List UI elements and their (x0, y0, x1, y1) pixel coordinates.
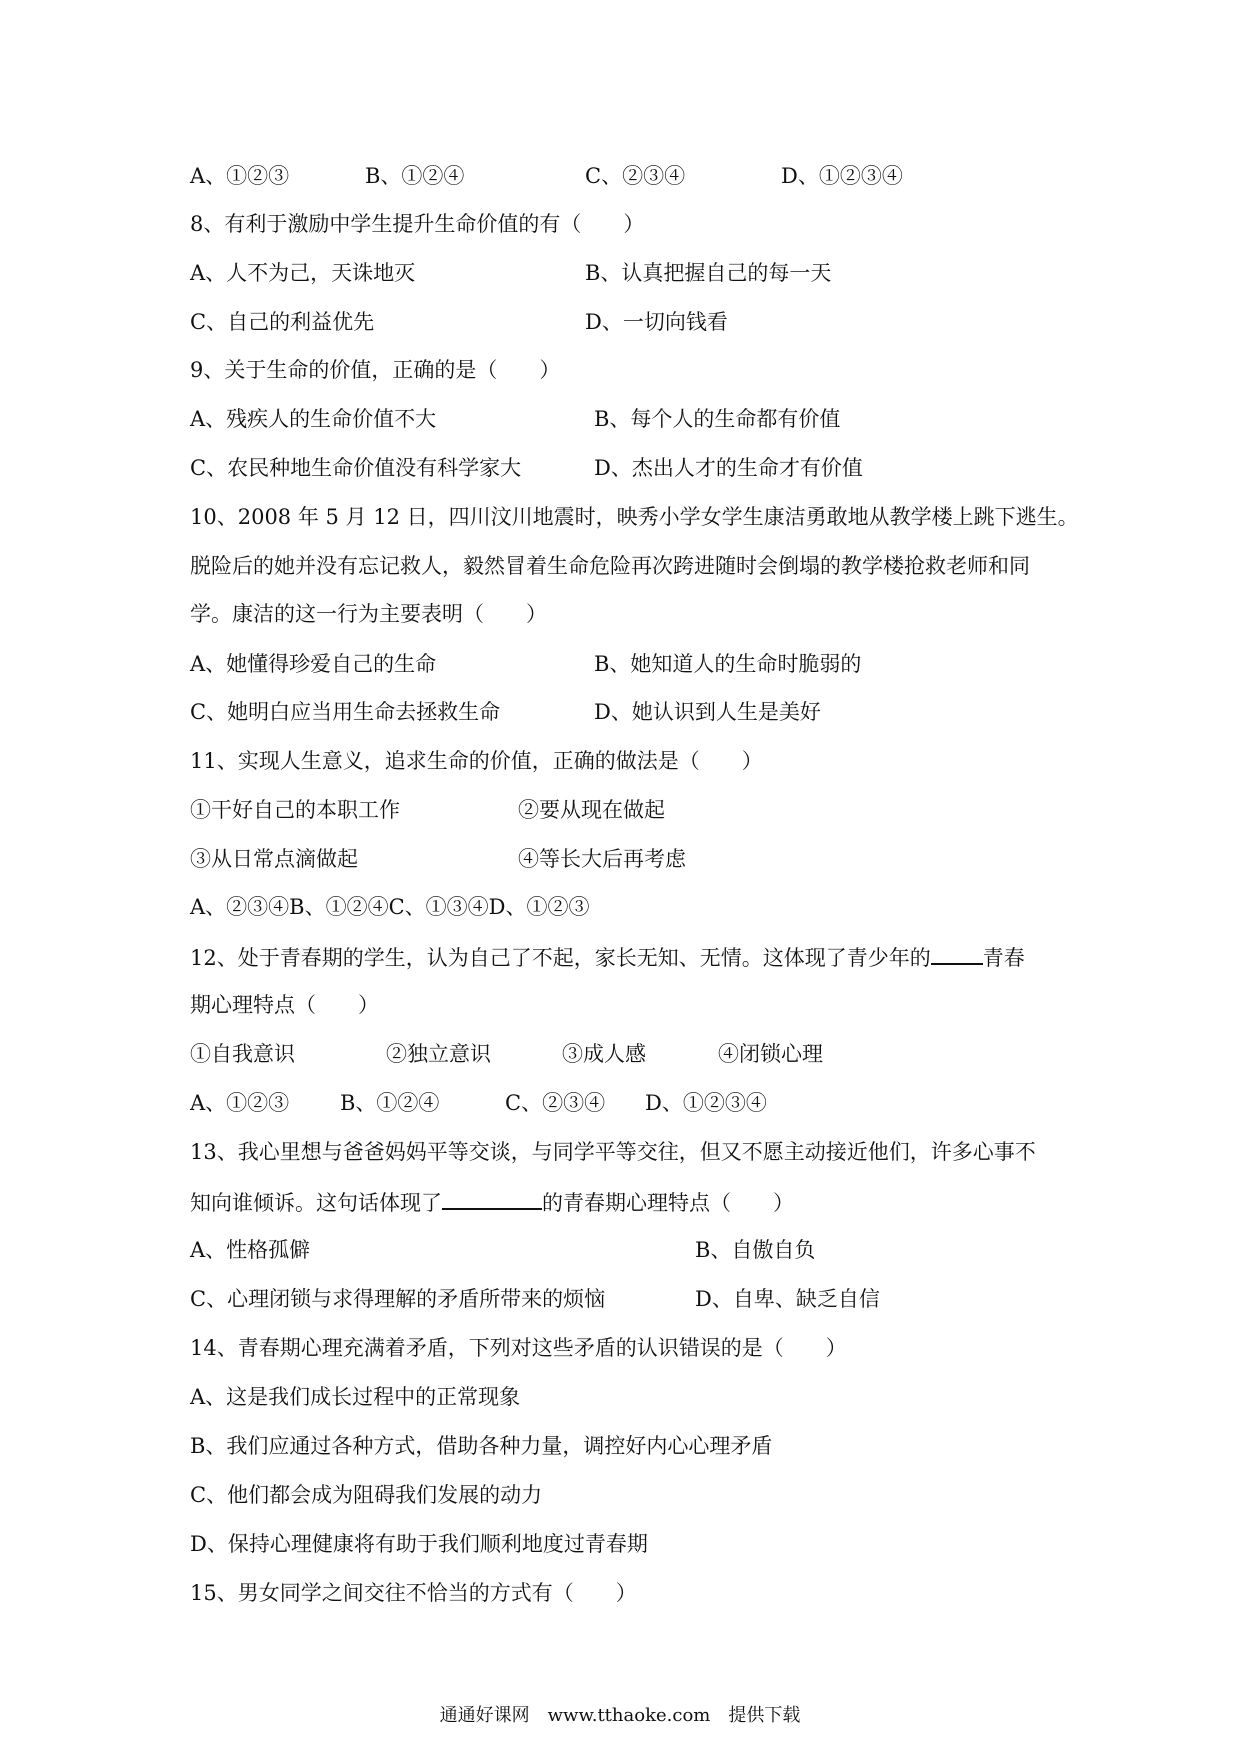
option-a: A、性格孤僻 (190, 1238, 311, 1262)
option-b: B、认真把握自己的每一天 (585, 261, 832, 285)
q10-stem-line2: 脱险后的她并没有忘记救人，毅然冒着生命危险再次跨进随时会倒塌的教学楼抢救老师和同 (190, 554, 1030, 578)
page-footer: 通通好课网 www.tthaoke.com 提供下载 (439, 1705, 801, 1726)
q13-stem-before: 知向谁倾诉。这句话体现了 (190, 1191, 442, 1215)
q8-options-row2 (190, 309, 728, 335)
option-d: D、自卑、缺乏自信 (695, 1287, 880, 1311)
q15-stem: 15、男女同学之间交往不恰当的方式有（ ） (190, 1581, 637, 1605)
q10-stem-line3: 学。康洁的这一行为主要表明（ ） (190, 602, 547, 626)
option-a: A、她懂得珍爱自己的生命 (190, 652, 437, 676)
answer-blank (931, 943, 983, 965)
q11-items-row2 (190, 846, 686, 872)
q11-stem: 11、实现人生意义，追求生命的价值，正确的做法是（ ） (190, 749, 763, 773)
q8-stem: 8、有利于激励中学生提升生命价值的有（ ） (190, 212, 645, 236)
item-2: ②要从现在做起 (518, 798, 665, 822)
option-c: C、②③④ (585, 164, 686, 188)
q10-options-row2 (190, 699, 821, 725)
q9-stem: 9、关于生命的价值，正确的是（ ） (190, 358, 561, 382)
q12-stem-after: 青春 (982, 946, 1025, 970)
item-3: ③成人感 (562, 1042, 646, 1066)
option-d: D、她认识到人生是美好 (594, 700, 821, 724)
q13-stem-after: 的青春期心理特点（ ） (542, 1191, 794, 1215)
q14-stem: 14、青春期心理充满着矛盾，下列对这些矛盾的认识错误的是（ ） (190, 1336, 847, 1360)
q11-items-row1 (190, 797, 665, 823)
option-b: B、①②④ (365, 164, 465, 188)
option-c: C、②③④ (505, 1091, 606, 1115)
option-b: B、她知道人的生命时脆弱的 (594, 652, 862, 676)
q12-stem-line2: 期心理特点（ ） (190, 993, 379, 1017)
q13-stem-line2 (190, 1188, 794, 1216)
q14-option-c: C、他们都会成为阻碍我们发展的动力 (190, 1483, 543, 1507)
q14-option-a: A、这是我们成长过程中的正常现象 (190, 1385, 521, 1409)
option-a: A、人不为己，天诛地灭 (190, 261, 416, 285)
option-d: D、一切向钱看 (585, 310, 728, 334)
item-3: ③从日常点滴做起 (190, 847, 358, 871)
q9-options-row1 (190, 406, 840, 432)
option-c: C、她明白应当用生命去拯救生命 (190, 700, 501, 724)
q7-options (190, 163, 903, 189)
option-a: A、①②③ (190, 164, 290, 188)
q11-options: A、②③④B、①②④C、①③④D、①②③ (190, 895, 590, 919)
answer-blank (442, 1188, 542, 1210)
option-d: D、①②③④ (781, 164, 903, 188)
q13-stem-line1: 13、我心里想与爸爸妈妈平等交谈，与同学平等交往，但又不愿主动接近他们，许多心事不 (190, 1140, 1036, 1164)
item-4: ④等长大后再考虑 (518, 847, 686, 871)
q14-option-d: D、保持心理健康将有助于我们顺利地度过青春期 (190, 1532, 648, 1556)
item-4: ④闭锁心理 (718, 1042, 823, 1066)
q10-stem-line1: 10、2008 年 5 月 12 日，四川汶川地震时，映秀小学女学生康洁勇敢地从教学楼上跳下逃生。 (190, 505, 1079, 529)
option-b: B、①②④ (340, 1091, 440, 1115)
q13-options-row1 (190, 1237, 815, 1263)
option-c: C、农民种地生命价值没有科学家大 (190, 456, 522, 480)
q12-stem-line1 (190, 943, 1025, 971)
q10-options-row1 (190, 651, 861, 677)
q12-stem-before: 12、处于青春期的学生，认为自己了不起，家长无知、无情。这体现了青少年的 (190, 946, 931, 970)
item-2: ②独立意识 (386, 1042, 491, 1066)
option-c: C、自己的利益优先 (190, 310, 375, 334)
q9-options-row2 (190, 455, 863, 481)
q8-options-row1 (190, 260, 831, 286)
option-a: A、残疾人的生命价值不大 (190, 407, 437, 431)
q14-option-b: B、我们应通过各种方式，借助各种力量，调控好内心心理矛盾 (190, 1434, 773, 1458)
option-a: A、①②③ (190, 1091, 290, 1115)
option-d: D、杰出人才的生命才有价值 (594, 456, 863, 480)
item-1: ①自我意识 (190, 1042, 295, 1066)
option-b: B、自傲自负 (695, 1238, 816, 1262)
option-c: C、心理闭锁与求得理解的矛盾所带来的烦恼 (190, 1287, 606, 1311)
option-b: B、每个人的生命都有价值 (594, 407, 841, 431)
q13-options-row2 (190, 1286, 880, 1312)
q12-options (190, 1090, 767, 1116)
item-1: ①干好自己的本职工作 (190, 798, 400, 822)
q12-items (190, 1041, 823, 1067)
option-d: D、①②③④ (645, 1091, 767, 1115)
